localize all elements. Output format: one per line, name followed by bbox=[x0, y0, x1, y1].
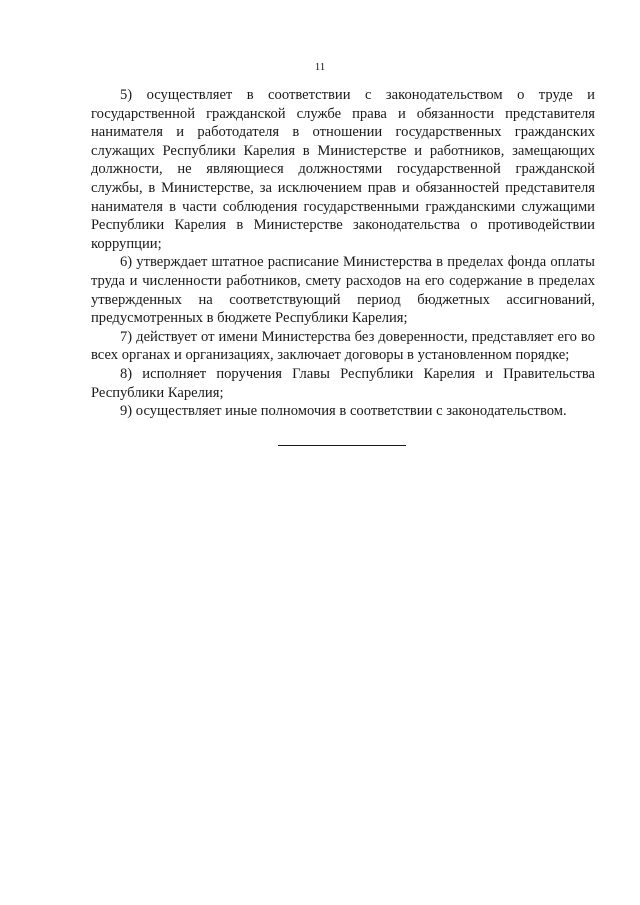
page-number: 11 bbox=[314, 61, 326, 73]
paragraph-item-5: 5) осуществляет в соответствии с законодательством о труде и государственной гражданской службе права и обязанности представителя нанимателя и работодателя в отношении государственных гражданских служащих Республики Карелия в Министерстве и работников, замещающих должности, не являющиеся должностями государственной гражданской службы, в Министерстве, за исключением прав и обязанностей представителя нанимателя в части соблюдения государственными гражданскими служащими Республики Карелия в Министерстве законодательства о противодействии коррупции; bbox=[91, 87, 595, 252]
paragraph-item-9: 9) осуществляет иные полномочия в соответствии с законодательством. bbox=[120, 403, 567, 420]
document-body bbox=[91, 86, 595, 421]
end-of-text-divider bbox=[278, 445, 406, 446]
paragraph-item-7: 7) действует от имени Министерства без доверенности, представляет его во всех органах и организациях, заключает договоры в установленном порядке; bbox=[91, 328, 595, 364]
paragraph-item-8: 8) исполняет поручения Главы Республики Карелия и Правительства Республики Карелия; bbox=[91, 365, 595, 401]
paragraph-item-6: 6) утверждает штатное расписание Министерства в пределах фонда оплаты труда и численности работников, смету расходов на его содержание в пределах утвержденных на соответствующий период бюджетных ассигнований, предусмотренных в бюджете Республики Карелия; bbox=[91, 254, 595, 327]
